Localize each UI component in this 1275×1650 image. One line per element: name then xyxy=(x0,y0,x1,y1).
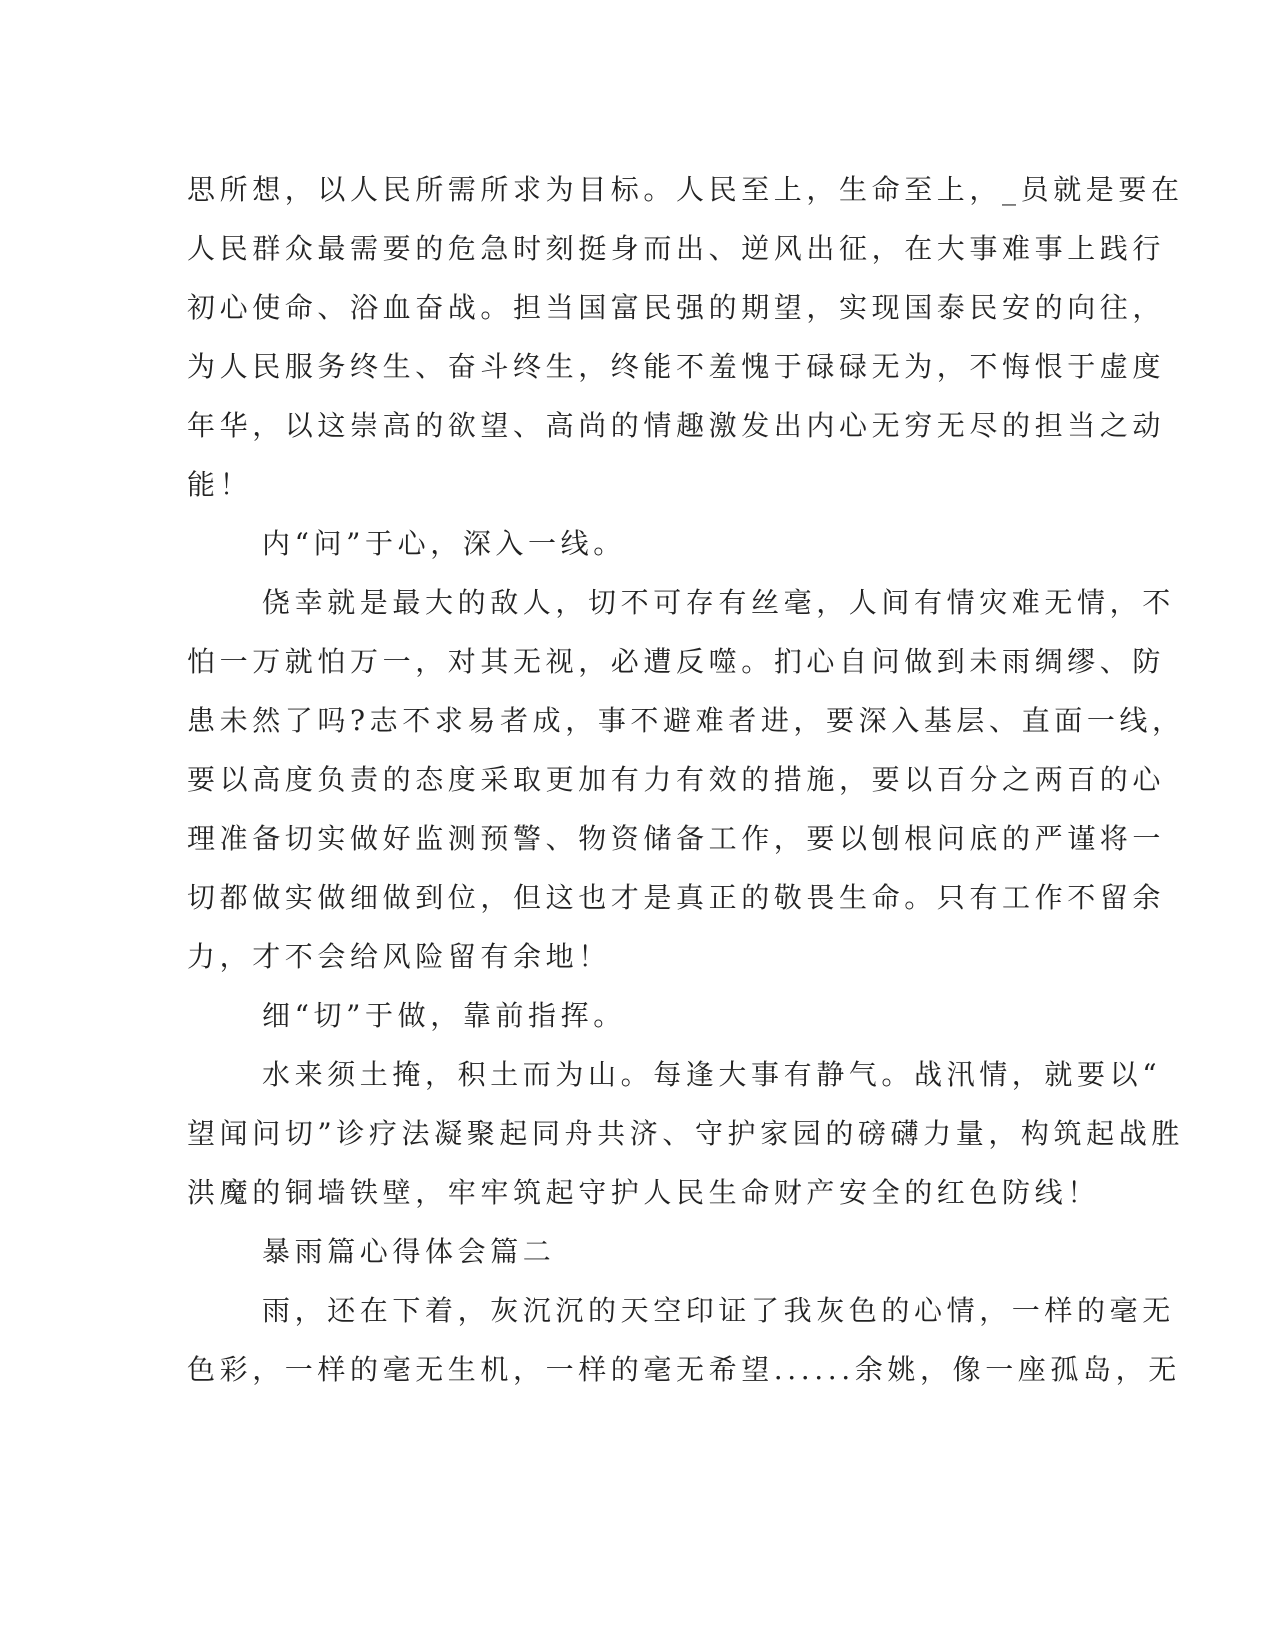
text-line: 为人民服务终生、奋斗终生，终能不羞愧于碌碌无为，不悔恨于虚度 xyxy=(187,350,1166,383)
section-heading: 内“问”于心，深入一线。 xyxy=(262,527,626,560)
text-line: 年华，以这崇高的欲望、高尚的情趣激发出内心无穷无尽的担当之动 xyxy=(187,409,1166,442)
text-line: 理准备切实做好监测预警、物资储备工作，要以刨根问底的严谨将一 xyxy=(187,822,1166,855)
text-line: 切都做实做细做到位，但这也才是真正的敬畏生命。只有工作不留余 xyxy=(187,881,1166,914)
text-line: 色彩，一样的毫无生机，一样的毫无希望......余姚，像一座孤岛，无 xyxy=(187,1353,1181,1386)
text-line: 怕一万就怕万一，对其无视，必遭反噬。扪心自问做到未雨绸缪、防 xyxy=(187,645,1166,678)
text-line: 能！ xyxy=(187,468,253,501)
text-line: 水来须土掩，积土而为山。每逢大事有静气。战汛情，就要以“ xyxy=(262,1058,1162,1091)
text-line: 望闻问切”诊疗法凝聚起同舟共济、守护家园的磅礴力量，构筑起战胜 xyxy=(187,1117,1184,1150)
text-line: 力，才不会给风险留有余地！ xyxy=(187,940,611,973)
text-line: 初心使命、浴血奋战。担当国富民强的期望，实现国泰民安的向往， xyxy=(187,291,1166,324)
text-line: 患未然了吗?志不求易者成，事不避难者进，要深入基层、直面一线， xyxy=(187,704,1185,737)
text-line: 人民群众最需要的危急时刻挺身而出、逆风出征，在大事难事上践行 xyxy=(187,232,1166,265)
text-line: 侥幸就是最大的敌人，切不可存有丝毫，人间有情灾难无情，不 xyxy=(262,586,1175,619)
text-line: 思所想，以人民所需所求为目标。人民至上，生命至上，_员就是要在 xyxy=(187,173,1184,206)
text-line: 雨，还在下着，灰沉沉的天空印证了我灰色的心情，一样的毫无 xyxy=(262,1294,1175,1327)
article-title: 暴雨篇心得体会篇二 xyxy=(262,1235,556,1268)
text-line: 要以高度负责的态度采取更加有力有效的措施，要以百分之两百的心 xyxy=(187,763,1166,796)
section-heading: 细“切”于做，靠前指挥。 xyxy=(262,999,626,1032)
text-line: 洪魔的铜墙铁壁，牢牢筑起守护人民生命财产安全的红色防线！ xyxy=(187,1176,1100,1209)
document-body xyxy=(187,160,1185,1399)
